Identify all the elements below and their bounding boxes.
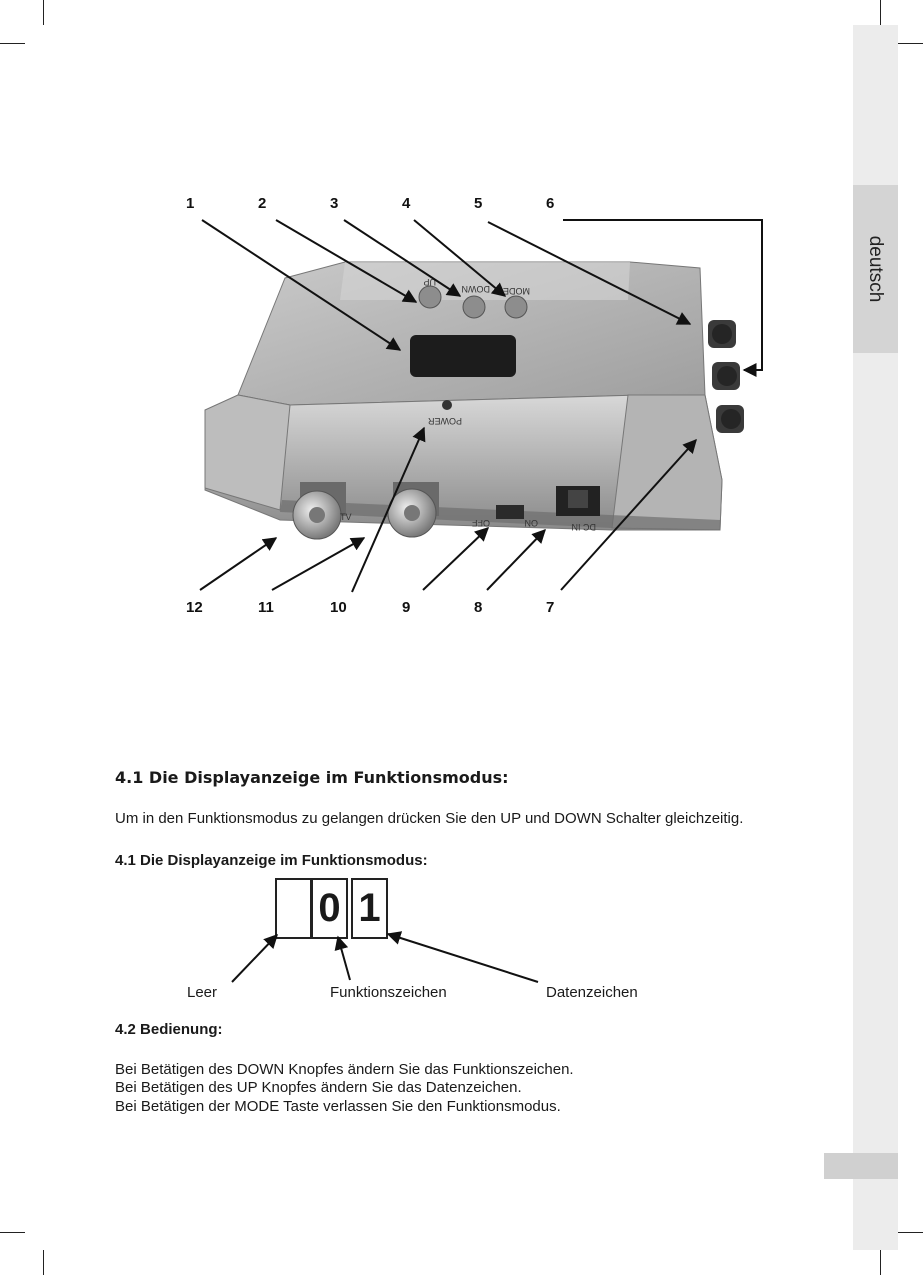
- callout-1: 1: [186, 195, 195, 212]
- callout-5: 5: [474, 195, 483, 212]
- power-switch: [496, 505, 524, 519]
- label-function: Funktionszeichen: [330, 984, 447, 1001]
- rca-sockets: [708, 320, 744, 433]
- crop-mark: [0, 1232, 25, 1233]
- device-body: [205, 262, 722, 530]
- down-label: DOWN: [461, 284, 490, 294]
- callout-9: 9: [402, 599, 411, 616]
- operation-line-2: Bei Betätigen des UP Knopfes ändern Sie das Datenzeichen.: [115, 1079, 522, 1096]
- callout-11: 11: [258, 599, 274, 616]
- up-button: [419, 286, 441, 308]
- power-led: [442, 400, 452, 410]
- power-label: POWER: [427, 416, 462, 426]
- crop-mark: [43, 1250, 44, 1275]
- callout-6: 6: [546, 195, 555, 212]
- callout-3: 3: [330, 195, 339, 212]
- display-digit-function: 0: [311, 878, 348, 939]
- led-display: [410, 335, 516, 377]
- display-digit-empty: [275, 878, 312, 939]
- callout-12: 12: [186, 599, 203, 616]
- svg-text:TV: TV: [340, 512, 352, 522]
- off-label: OFF: [472, 518, 490, 528]
- callout-8: 8: [474, 599, 483, 616]
- label-data: Datenzeichen: [546, 984, 638, 1001]
- callout-7: 7: [546, 599, 555, 616]
- callout-10: 10: [330, 599, 347, 616]
- down-button: [463, 296, 485, 318]
- callout-2: 2: [258, 195, 267, 212]
- language-tab-label: deutsch: [865, 235, 886, 303]
- mode-button: [505, 296, 527, 318]
- section-heading: 4.1 Die Displayanzeige im Funktionsmodus:: [115, 768, 509, 787]
- operation-line-1: Bei Betätigen des DOWN Knopfes ändern Sie das Funktionszeichen.: [115, 1061, 574, 1078]
- on-label: ON: [524, 518, 538, 528]
- up-label: UP: [423, 277, 436, 287]
- page-number-box: [824, 1153, 898, 1179]
- antenna-in-connector: [293, 482, 346, 539]
- section-intro-text: Um in den Funktionsmodus zu gelangen drücken Sie den UP und DOWN Schalter gleichzeitig.: [115, 810, 744, 827]
- crop-mark: [898, 1232, 923, 1233]
- callout-4: 4: [402, 195, 411, 212]
- mode-label: MODE: [503, 286, 530, 296]
- operation-heading: 4.2 Bedienung:: [115, 1021, 223, 1038]
- dc-in-label: DC IN: [571, 522, 596, 532]
- display-digit-data: 1: [351, 878, 388, 939]
- display-subheading: 4.1 Die Displayanzeige im Funktionsmodus:: [115, 852, 428, 869]
- operation-line-3: Bei Betätigen der MODE Taste verlassen Sie den Funktionsmodus.: [115, 1098, 561, 1115]
- crop-mark: [880, 1250, 881, 1275]
- label-empty: Leer: [187, 984, 218, 1001]
